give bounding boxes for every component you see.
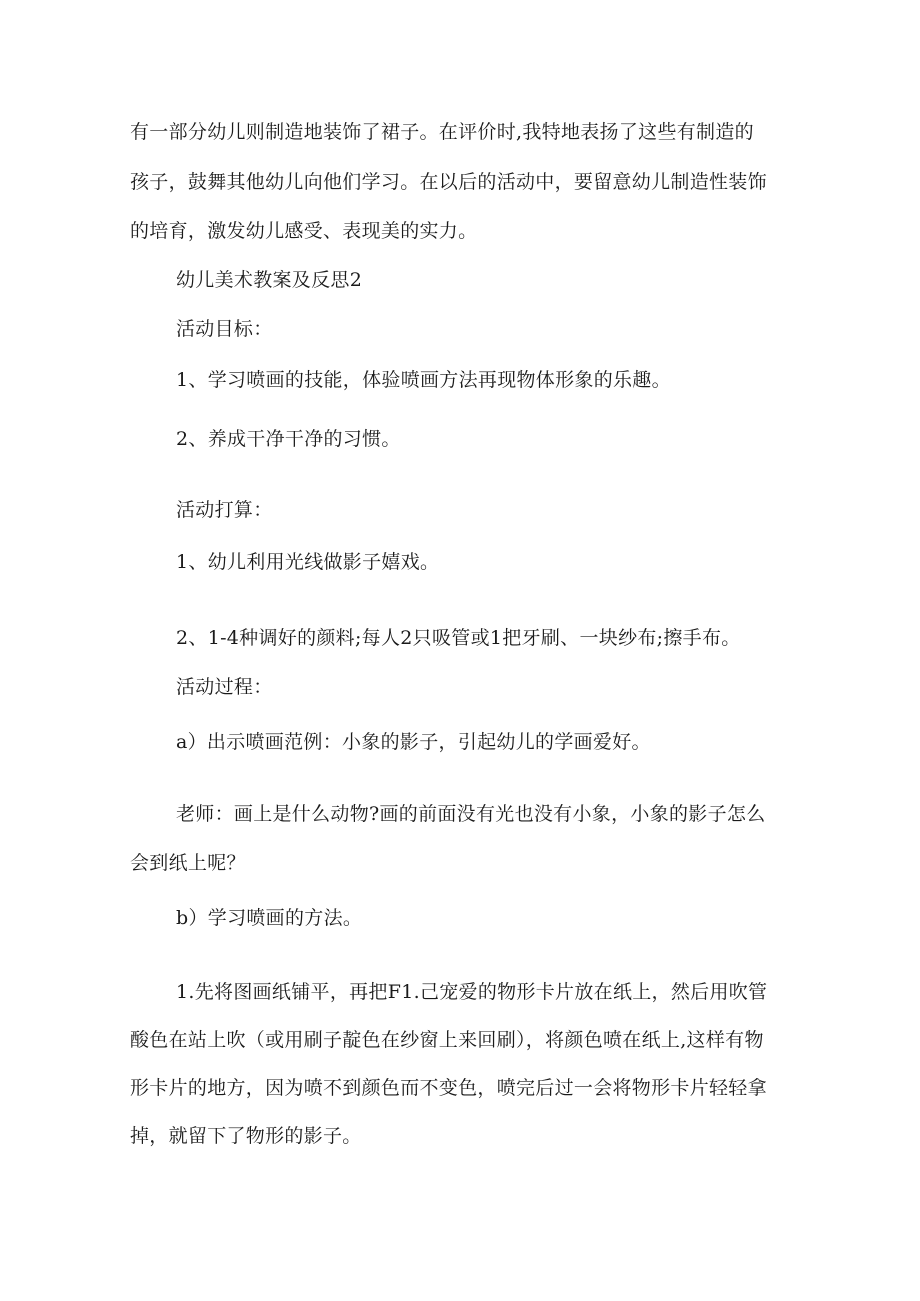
goal-item: 2、养成干净干净的习惯。: [176, 428, 401, 450]
paragraph-line: 孩子，鼓舞其他幼儿向他们学习。在以后的活动中，要留意幼儿制造性装饰: [130, 171, 767, 193]
section-title: 幼儿美术教案及反思2: [176, 269, 363, 291]
paragraph-line: 的培育，激发幼儿感受、表现美的实力。: [130, 220, 478, 242]
goal-item: 1、学习喷画的技能，体验喷画方法再现物体形象的乐趣。: [176, 369, 671, 391]
goals-heading: 活动目标：: [176, 318, 273, 340]
preparation-heading: 活动打算：: [176, 499, 273, 521]
preparation-item: 1、幼儿利用光线做影子嬉戏。: [176, 551, 440, 573]
paragraph-line: 有一部分幼儿则制造地装饰了裙子。在评价时,我特地表扬了这些有制造的: [130, 121, 754, 143]
method-line: 掉，就留下了物形的影子。: [130, 1125, 362, 1147]
process-heading: 活动过程：: [176, 676, 273, 698]
method-line: 形卡片的地方，因为喷不到颜色而不变色，喷完后过一会将物形卡片轻轻拿: [130, 1077, 767, 1099]
method-line: 1.先将图画纸铺平，再把F1.己宠爱的物形卡片放在纸上，然后用吹管: [176, 981, 768, 1003]
method-line: 酸色在站上吹（或用刷子靛色在纱窗上来回刷），将颜色喷在纸上,这样有物: [130, 1029, 764, 1051]
process-step: a）出示喷画范例：小象的影子，引起幼儿的学画爱好。: [176, 731, 651, 753]
teacher-dialogue: 老师：画上是什么动物?画的前面没有光也没有小象，小象的影子怎么: [176, 803, 766, 825]
process-step: b）学习喷画的方法。: [176, 907, 363, 929]
preparation-item: 2、1-4种调好的颜料;每人2只吸管或1把牙刷、一块纱布;擦手布。: [176, 627, 741, 649]
teacher-dialogue: 会到纸上呢？: [130, 852, 246, 874]
